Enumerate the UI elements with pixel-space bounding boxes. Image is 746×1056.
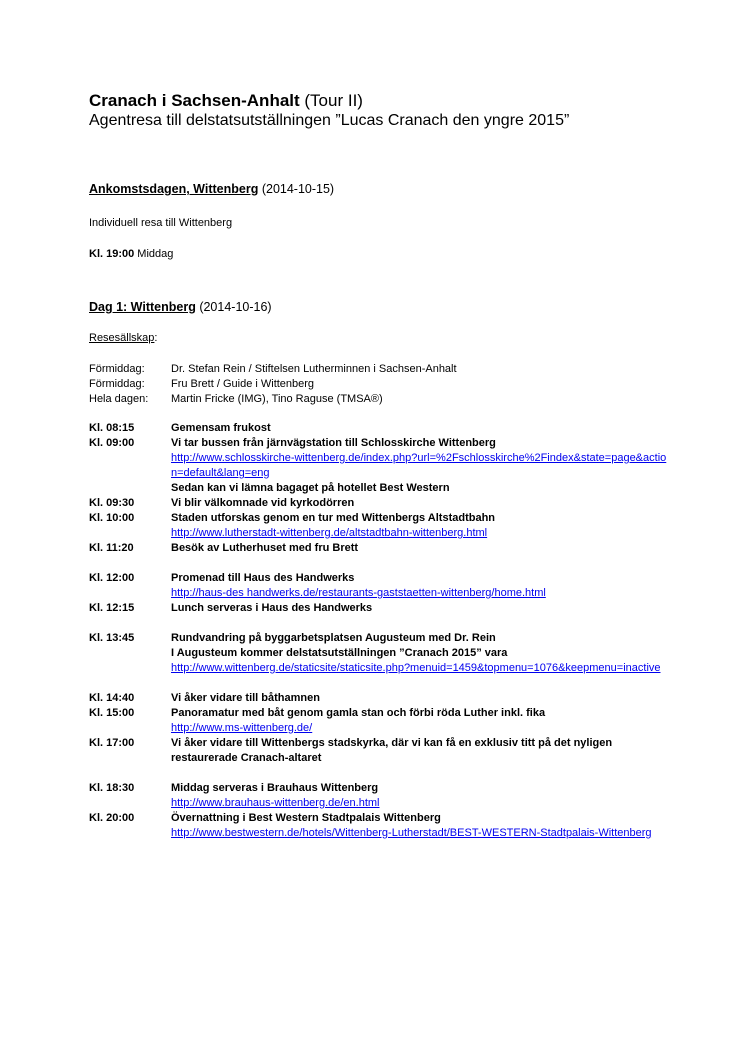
schedule-activity: Vi blir välkomnade vid kyrkodörren xyxy=(171,497,355,509)
arrival-travel: Individuell resa till Wittenberg xyxy=(89,217,233,229)
schedule-activity: Panoramatur med båt genom gamla stan och förbi röda Luther inkl. fika xyxy=(171,707,546,719)
schedule-link[interactable]: http://www.wittenberg.de/staticsite/staticsite.php?menuid=1459&topmenu=1076&keepmenu=inactive xyxy=(171,662,661,674)
schedule-time: Kl. 20:00 xyxy=(89,812,135,824)
schedule-time: Kl. 11:20 xyxy=(89,542,134,554)
arrival-heading: Ankomstsdagen, Wittenberg (2014-10-15) xyxy=(89,182,335,196)
company-who: Fru Brett / Guide i Wittenberg xyxy=(171,378,315,390)
schedule-item xyxy=(89,421,669,436)
schedule-item xyxy=(89,811,669,841)
document-title: Cranach i Sachsen-Anhalt (Tour II) xyxy=(89,91,363,110)
schedule-activity: Vi åker vidare till Wittenbergs stadskyrka, där vi kan få en exklusiv titt på det nyligen restaurerade Cranach-altaret xyxy=(171,737,613,764)
schedule-time: Kl. 12:00 xyxy=(89,572,135,584)
schedule-activity: Övernattning i Best Western Stadtpalais Wittenberg xyxy=(171,812,441,824)
schedule-activity: Staden utforskas genom en tur med Wittenbergs Altstadtbahn xyxy=(171,512,496,524)
schedule-link[interactable]: http://www.bestwestern.de/hotels/Wittenberg-Lutherstadt/BEST-WESTERN-Stadtpalais-Wittenberg xyxy=(171,827,652,839)
schedule-item xyxy=(89,631,669,676)
document-page xyxy=(89,91,669,841)
company-who: Martin Fricke (IMG), Tino Raguse (TMSA®) xyxy=(171,393,383,405)
schedule-item xyxy=(89,436,669,496)
schedule-activity: Vi åker vidare till båthamnen xyxy=(171,692,320,704)
company-label: Resesällskap: xyxy=(89,332,158,344)
company-when: Förmiddag: xyxy=(89,378,145,390)
company-when: Förmiddag: xyxy=(89,363,145,375)
company-who: Dr. Stefan Rein / Stiftelsen Lutherminnen i Sachsen-Anhalt xyxy=(171,363,457,375)
schedule-activity-note: I Augusteum kommer delstatsutställningen ”Cranach 2015” vara xyxy=(171,647,508,659)
company-row xyxy=(89,392,669,407)
schedule-item xyxy=(89,601,669,616)
day1-heading: Dag 1: Wittenberg (2014-10-16) xyxy=(89,300,272,314)
schedule-item xyxy=(89,736,669,766)
schedule-activity: Rundvandring på byggarbetsplatsen Augusteum med Dr. Rein xyxy=(171,632,496,644)
schedule-list xyxy=(89,421,669,841)
schedule-time: Kl. 17:00 xyxy=(89,737,135,749)
schedule-activity: Vi tar bussen från järnvägstation till Schlosskirche Wittenberg xyxy=(171,437,496,449)
schedule-item xyxy=(89,781,669,811)
company-row xyxy=(89,377,669,392)
schedule-activity: Lunch serveras i Haus des Handwerks xyxy=(171,602,373,614)
schedule-item xyxy=(89,511,669,541)
schedule-activity-note: Sedan kan vi lämna bagaget på hotellet Best Western xyxy=(171,482,450,494)
schedule-activity: Besök av Lutherhuset med fru Brett xyxy=(171,542,359,554)
schedule-link[interactable]: http://www.lutherstadt-wittenberg.de/altstadtbahn-wittenberg.html xyxy=(171,527,488,539)
schedule-activity: Middag serveras i Brauhaus Wittenberg xyxy=(171,782,379,794)
schedule-activity: Gemensam frukost xyxy=(171,422,271,434)
schedule-item xyxy=(89,706,669,736)
arrival-dinner: Kl. 19:00 Middag xyxy=(89,248,174,260)
schedule-time: Kl. 10:00 xyxy=(89,512,135,524)
schedule-link[interactable]: http://haus-des handwerks.de/restaurants-gaststaetten-wittenberg/home.html xyxy=(171,587,546,599)
schedule-time: Kl. 09:30 xyxy=(89,497,135,509)
schedule-item xyxy=(89,496,669,511)
schedule-time: Kl. 09:00 xyxy=(89,437,135,449)
schedule-link[interactable]: http://www.ms-wittenberg.de/ xyxy=(171,722,313,734)
document-subtitle: Agentresa till delstatsutställningen ”Lucas Cranach den yngre 2015” xyxy=(89,112,570,129)
schedule-item xyxy=(89,571,669,601)
schedule-activity: Promenad till Haus des Handwerks xyxy=(171,572,355,584)
schedule-time: Kl. 13:45 xyxy=(89,632,135,644)
schedule-item xyxy=(89,691,669,706)
company-row xyxy=(89,362,669,377)
schedule-time: Kl. 18:30 xyxy=(89,782,135,794)
company-list xyxy=(89,362,669,407)
schedule-link[interactable]: http://www.brauhaus-wittenberg.de/en.html xyxy=(171,797,380,809)
schedule-time: Kl. 14:40 xyxy=(89,692,135,704)
schedule-time: Kl. 08:15 xyxy=(89,422,135,434)
schedule-time: Kl. 12:15 xyxy=(89,602,135,614)
schedule-item xyxy=(89,541,669,556)
schedule-time: Kl. 15:00 xyxy=(89,707,135,719)
company-when: Hela dagen: xyxy=(89,393,149,405)
schedule-link[interactable]: http://www.schlosskirche-wittenberg.de/index.php?url=%2Fschlosskirche%2Findex&state=page&action=default&lang=eng xyxy=(171,452,667,479)
